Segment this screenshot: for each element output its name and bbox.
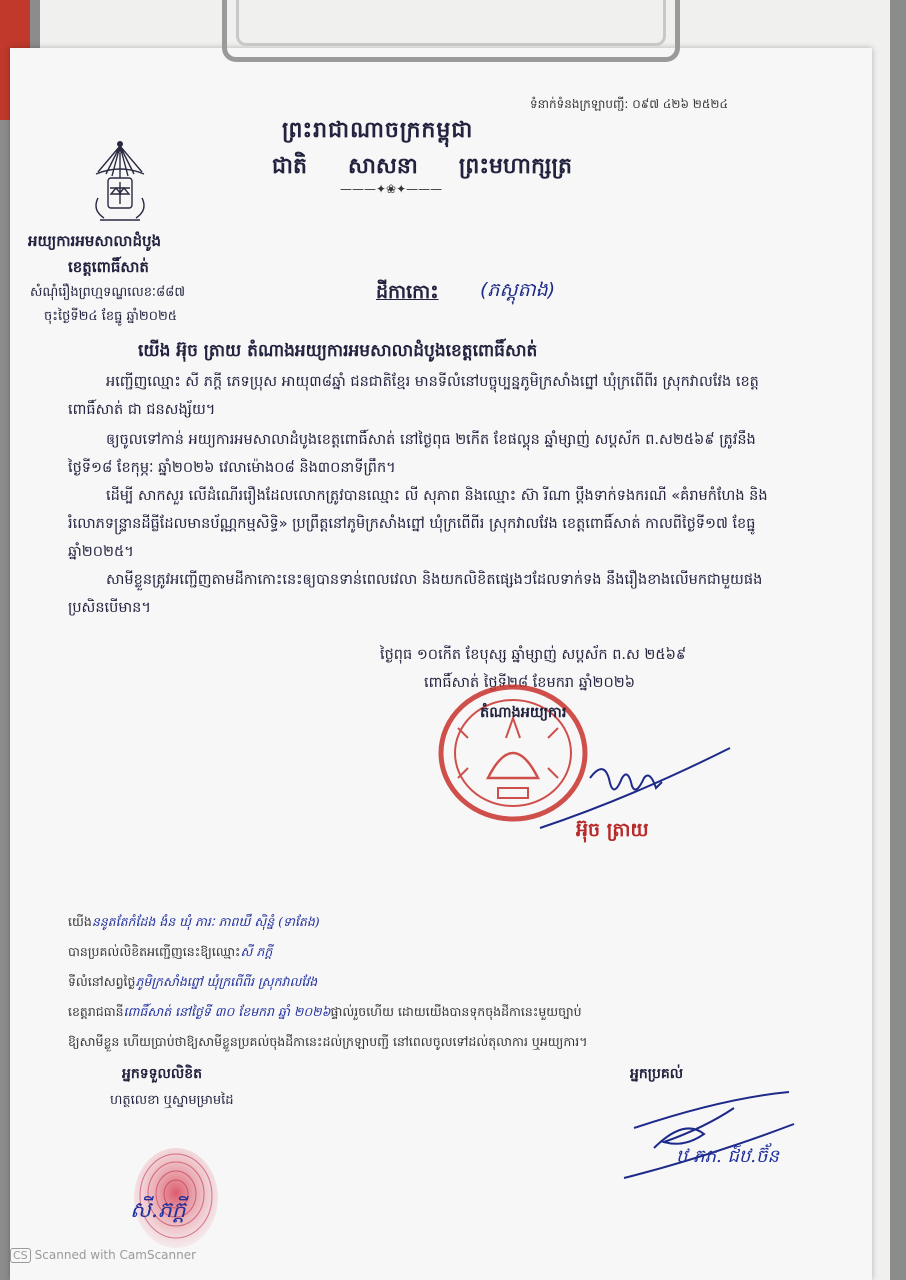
delivered-to-hand: សី ភក្តី [240, 944, 273, 959]
paragraph-appointment: ឲ្យចូលទៅកាន់ អយ្យការអមសាលាដំបូងខេត្តពោធិ៍សាត់ នៅថ្ងៃពុធ ២កើត ខែផល្គុន ឆ្នាំម្សាញ់ សប្តស័ក ព.ស២៥៦៩ ត្រូវនឹងថ្ងៃទី១៨ ខែកុម្ភៈ ឆ្នាំ២០២៦ វេលាម៉ោង០៨ និង៣០នាទីព្រឹក។ [68, 432, 756, 476]
scanner-watermark-text: Scanned with CamScanner [34, 1248, 197, 1262]
prosecutor-name: អ៊ុច ត្រាយ [576, 819, 649, 841]
delivery-line-4 [68, 1004, 582, 1023]
summons-document [10, 48, 872, 1280]
delivery-line-1 [68, 914, 320, 933]
national-motto [272, 152, 572, 184]
motto-king: ព្រះមហាក្សត្រ [458, 154, 572, 179]
delivery-confirmation: ផ្ទាល់រួចហើយ ដោយយើងបានទុកចុងដីកានេះមួយច្បាប់ [330, 1004, 582, 1019]
kingdom-title: ព្រះរាជាណាចក្រកម្ពុជា [282, 118, 474, 143]
solar-date: ពោធិ៍សាត់ ថ្ងៃទី២៨ ខែមករា ឆ្នាំ២០២៦ [424, 675, 636, 691]
province-label: ខេត្តរាជធានី [68, 1004, 124, 1019]
issuer-line: យើង អ៊ុច ត្រាយ តំណាងអយ្យការអមសាលាដំបូងខេត្តពោធិ៍សាត់ [138, 341, 538, 361]
scanner-watermark [10, 1248, 196, 1263]
handwritten-title-note: (ភស្តុតាង) [480, 279, 556, 301]
office-province: ខេត្តពោធិ៍សាត់ [68, 258, 149, 276]
delivery-officer-hand: ននូតតែកំដែង ងំន ឃុំ ភារៈ ភាពឃឹ ស៊ិន្នំ (ទាតែង) [91, 914, 320, 929]
paragraph-instruction: សាមីខ្លួនត្រូវអញ្ជើញតាមដីកាកោះនេះឲ្យបានទាន់ពេលវេលា និងយកលិខិតផ្សេងៗដែលទាក់ទង នឹងរឿងខាងលើមកជាមួយផង ប្រសិនបើមាន។ [68, 572, 763, 616]
camscanner-logo-icon: CS [10, 1248, 31, 1263]
case-date: ចុះថ្ងៃទី២៤ ខែធ្នូ ឆ្នាំ២០២៥ [44, 309, 177, 324]
paragraph-purpose: ដើម្បី សាកសួរ លើដំណើររឿងដែលលោកត្រូវបានឈ្មោះ លី សុភាព និងឈ្មោះ ស៊ា រីណា ប្តឹងទាក់ទងករណី «គំរាមកំហែង និង រំលោភទន្ទ្រានដីធ្លីដែលមានប័ណ្ណកម្មសិទ្ធិ» ប្រព្រឹត្តនៅភូមិក្រសាំងព្នៅ ឃុំក្រពើពីរ ស្រុកវាលវែង ខេត្តពោធិ៍សាត់ កាលពីថ្ងៃទី១៧ ខែធ្នូ ឆ្នាំ២០២៥។ [68, 488, 768, 560]
delivery-line-5: ឱ្យសាមីខ្លួន ហើយប្រាប់ថាឱ្យសាមីខ្លួនប្រគល់ចុងដីកានេះដល់ក្រឡាបញ្ជី នៅពេលចូលទៅដល់តុលាការ ឬអយ្យការ។ [68, 1034, 588, 1049]
motto-religion: សាសនា [347, 154, 418, 179]
motto-nation: ជាតិ [272, 154, 307, 179]
court-emblem-icon [80, 138, 160, 230]
case-reference: សំណុំរឿងព្រហ្មទណ្ឌលេខៈ៨៨៧ [30, 285, 186, 300]
delivery-line-3 [68, 974, 317, 993]
address-label: ទីលំនៅសព្វថ្ងៃ [68, 974, 136, 989]
sender-title: អ្នកប្រគល់ [630, 1066, 684, 1082]
lunar-date: ថ្ងៃពុធ ១០កើត ខែបុស្ស ឆ្នាំម្សាញ់ សប្តស័ក ព.ស ២៥៦៩ [380, 647, 687, 663]
contact-number: ទំនាក់ទំនងក្រឡាបញ្ជី: ០៩៧ ៤២៦ ២៥២៤ [530, 97, 728, 111]
sender-handwritten-name: ឋ ភភ. ជ៍ឋ.ច៊័ន [676, 1146, 779, 1167]
delivery-line-2 [68, 944, 272, 963]
address-hand: ភូមិក្រសាំងព្នៅ ឃុំក្រពើពីរ ស្រុកវាលវែង [135, 974, 318, 989]
delivered-to-label: បានប្រគល់លិខិតអញ្ជើញនេះឱ្យឈ្មោះ [68, 944, 241, 959]
delivery-officer-label: យើង [68, 914, 92, 929]
delivery-date-hand: ពោធិ៍សាត់ នៅថ្ងៃទី ៣០ ខែមករា ឆ្នាំ ២០២៦ [123, 1004, 331, 1019]
header-ornament: ———✦❀✦——— [340, 182, 443, 196]
clipboard-clip-inner [236, 0, 666, 46]
document-title: ដីកាកោះ [376, 281, 439, 303]
paragraph-invitee: អញ្ជើញឈ្មោះ សី ភក្តី ភេទប្រុស អាយុ៣៨ឆ្នាំ ជនជាតិខ្មែរ មានទីលំនៅបច្ចុប្បន្នភូមិក្រសាំងព្នៅ ឃុំក្រពើពីរ ស្រុកវាលវែង ខេត្តពោធិ៍សាត់ ជា ជនសង្ស័យ។ [68, 374, 759, 418]
signatory-role: តំណាងអយ្យការ [480, 705, 567, 721]
receiver-subtitle: ហត្ថលេខា ឬស្នាមម្រាមដៃ [110, 1093, 234, 1108]
office-name: អយ្យការអមសាលាដំបូង [28, 232, 162, 250]
receiver-title: អ្នកទទួលលិខិត [122, 1066, 202, 1082]
receiver-handwritten-name: សី.ភក្តី [130, 1198, 186, 1223]
